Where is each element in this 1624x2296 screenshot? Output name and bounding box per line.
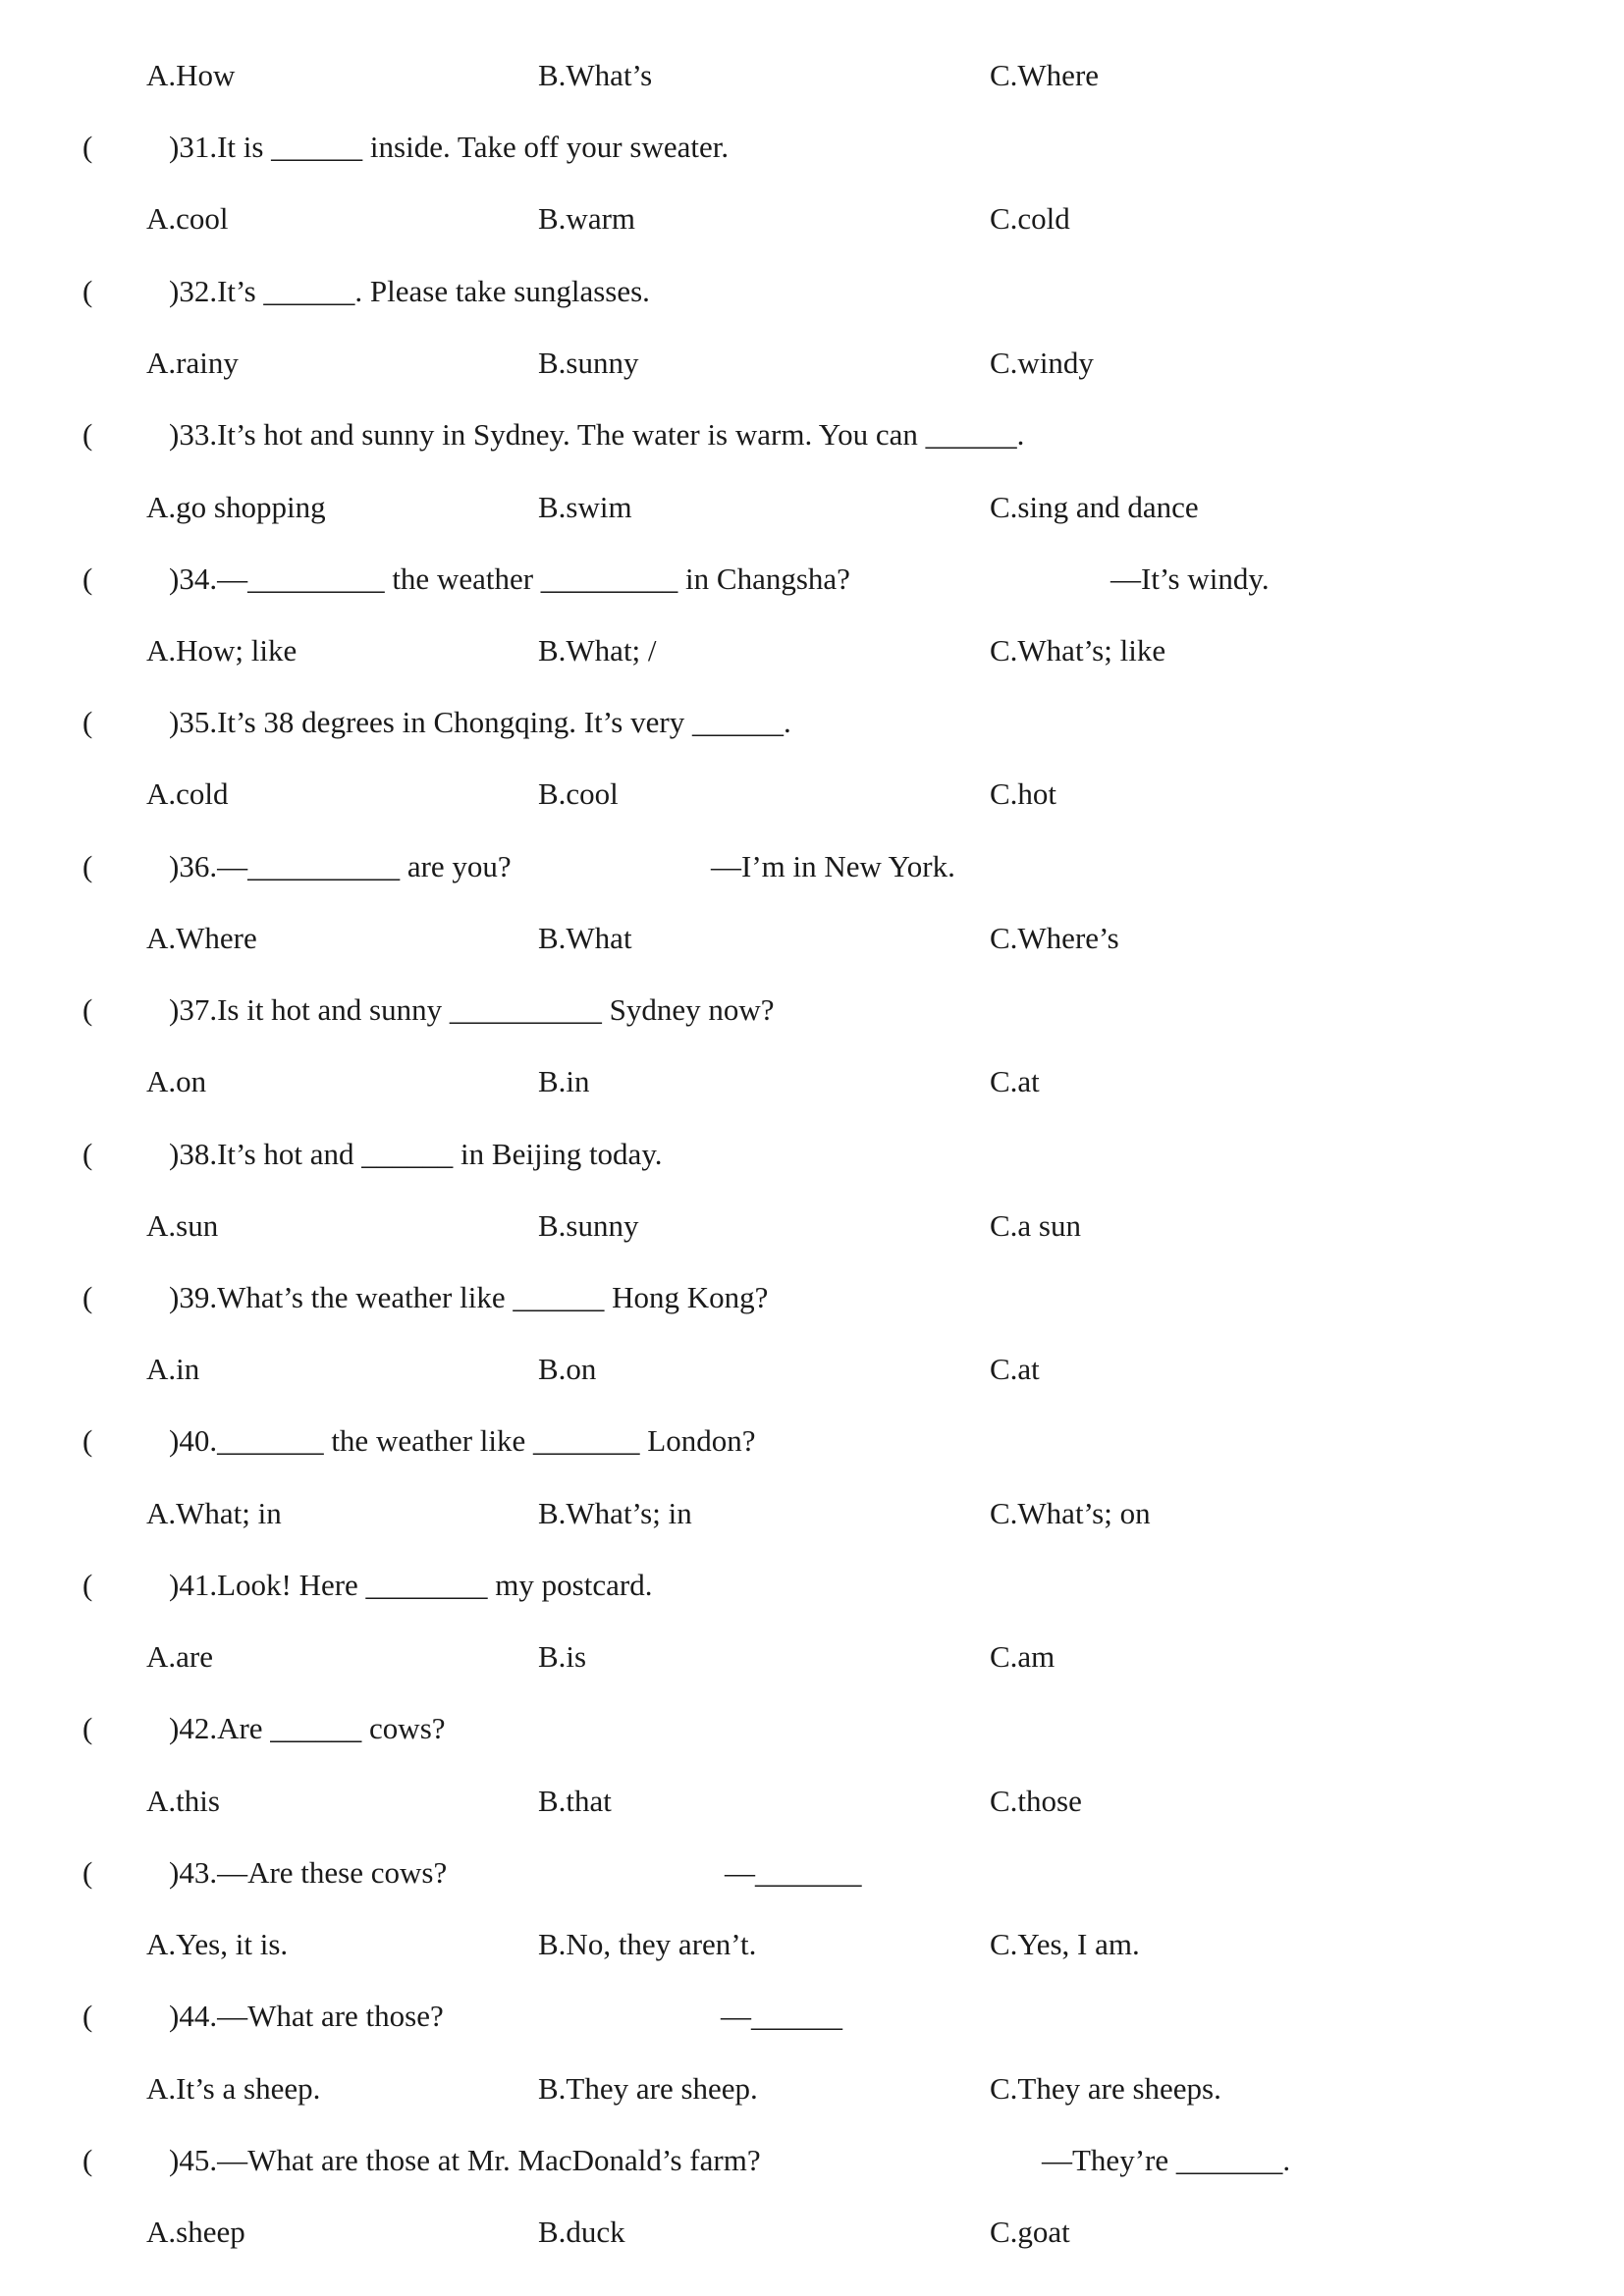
question-stem: )38.It’s hot and ______ in Beijing today. bbox=[169, 1137, 663, 1171]
question-stem: )37.Is it hot and sunny __________ Sydney now? bbox=[169, 992, 775, 1027]
question-stem: )35.It’s 38 degrees in Chongqing. It’s very ______. bbox=[169, 705, 791, 739]
options-45 bbox=[0, 2208, 1624, 2257]
question-stem: )43.—Are these cows? bbox=[169, 1855, 448, 1890]
question-stem: )40._______ the weather like _______ London? bbox=[169, 1423, 756, 1458]
option-a: A.are bbox=[146, 1639, 213, 1674]
question-stem: )41.Look! Here ________ my postcard. bbox=[169, 1568, 653, 1602]
options-42 bbox=[0, 1777, 1624, 1826]
option-c: C.sing and dance bbox=[990, 490, 1199, 524]
options-37 bbox=[0, 1057, 1624, 1106]
options-34 bbox=[0, 626, 1624, 675]
option-b: B.What bbox=[538, 921, 632, 955]
question-stem: )33.It’s hot and sunny in Sydney. The water is warm. You can ______. bbox=[169, 417, 1025, 452]
question-44 bbox=[0, 1992, 1624, 2041]
option-b: B.in bbox=[538, 1064, 590, 1098]
question-stem: )42.Are ______ cows? bbox=[169, 1711, 446, 1745]
option-b: B.that bbox=[538, 1784, 612, 1818]
answer-paren: ( bbox=[82, 1711, 93, 1745]
answer-paren: ( bbox=[82, 274, 93, 308]
option-a: A.in bbox=[146, 1352, 200, 1386]
option-a: A.sheep bbox=[146, 2215, 245, 2249]
option-a: A.on bbox=[146, 1064, 207, 1098]
options-35 bbox=[0, 770, 1624, 819]
option-a: A.go shopping bbox=[146, 490, 326, 524]
option-b: B.on bbox=[538, 1352, 597, 1386]
dialogue-reply: —_______ bbox=[725, 1855, 862, 1890]
answer-paren: ( bbox=[82, 1423, 93, 1458]
options-40 bbox=[0, 1489, 1624, 1538]
option-a: A.Yes, it is. bbox=[146, 1927, 289, 1961]
question-stem: )32.It’s ______. Please take sunglasses. bbox=[169, 274, 650, 308]
option-b: B.is bbox=[538, 1639, 587, 1674]
option-b: B.No, they aren’t. bbox=[538, 1927, 757, 1961]
option-b: B.What’s; in bbox=[538, 1496, 692, 1530]
option-b: B.They are sheep. bbox=[538, 2071, 758, 2106]
option-b: B.sunny bbox=[538, 346, 639, 380]
answer-paren: ( bbox=[82, 1137, 93, 1171]
answer-paren: ( bbox=[82, 2143, 93, 2177]
option-c: C.hot bbox=[990, 776, 1057, 811]
answer-paren: ( bbox=[82, 417, 93, 452]
dialogue-reply: —______ bbox=[721, 1999, 842, 2033]
question-45 bbox=[0, 2136, 1624, 2185]
answer-paren: ( bbox=[82, 1568, 93, 1602]
answer-paren: ( bbox=[82, 1280, 93, 1314]
options-31 bbox=[0, 194, 1624, 243]
option-c: C.at bbox=[990, 1064, 1040, 1098]
option-c: C.Where’s bbox=[990, 921, 1119, 955]
question-stem: )31.It is ______ inside. Take off your sweater. bbox=[169, 130, 730, 164]
option-a: A.What; in bbox=[146, 1496, 282, 1530]
options-33 bbox=[0, 483, 1624, 532]
question-42 bbox=[0, 1704, 1624, 1753]
options-39 bbox=[0, 1345, 1624, 1394]
question-38 bbox=[0, 1130, 1624, 1179]
option-a: A.cold bbox=[146, 776, 229, 811]
options-41 bbox=[0, 1632, 1624, 1682]
option-a: A.sun bbox=[146, 1208, 219, 1243]
question-34 bbox=[0, 555, 1624, 604]
option-a: A.this bbox=[146, 1784, 220, 1818]
question-36 bbox=[0, 842, 1624, 891]
option-c: C.at bbox=[990, 1352, 1040, 1386]
question-stem: )36.—__________ are you? bbox=[169, 849, 512, 883]
question-41 bbox=[0, 1561, 1624, 1610]
question-stem: )34.—_________ the weather _________ in Changsha? bbox=[169, 561, 850, 596]
option-a: A.Where bbox=[146, 921, 257, 955]
question-37 bbox=[0, 986, 1624, 1035]
option-b: B.What; / bbox=[538, 633, 657, 667]
question-32 bbox=[0, 267, 1624, 316]
question-stem: )44.—What are those? bbox=[169, 1999, 444, 2033]
answer-paren: ( bbox=[82, 561, 93, 596]
option-b: B.warm bbox=[538, 201, 636, 236]
answer-paren: ( bbox=[82, 992, 93, 1027]
option-c: C.What’s; like bbox=[990, 633, 1166, 667]
question-35 bbox=[0, 698, 1624, 747]
question-31 bbox=[0, 123, 1624, 172]
question-stem: )45.—What are those at Mr. MacDonald’s farm? bbox=[169, 2143, 761, 2177]
options-32 bbox=[0, 339, 1624, 388]
question-40 bbox=[0, 1416, 1624, 1466]
options-43 bbox=[0, 1920, 1624, 1969]
answer-paren: ( bbox=[82, 705, 93, 739]
dialogue-reply: —They’re _______. bbox=[1042, 2143, 1291, 2177]
option-b: B.duck bbox=[538, 2215, 625, 2249]
question-43 bbox=[0, 1848, 1624, 1897]
option-b: B.What’s bbox=[538, 58, 653, 92]
dialogue-reply: —It’s windy. bbox=[1110, 561, 1270, 596]
answer-paren: ( bbox=[82, 1855, 93, 1890]
option-c: C.Where bbox=[990, 58, 1100, 92]
option-c: C.a sun bbox=[990, 1208, 1081, 1243]
option-c: C.What’s; on bbox=[990, 1496, 1151, 1530]
question-stem: )39.What’s the weather like ______ Hong Kong? bbox=[169, 1280, 769, 1314]
question-33 bbox=[0, 410, 1624, 459]
top-options-row bbox=[0, 51, 1624, 100]
options-44 bbox=[0, 2064, 1624, 2113]
dialogue-reply: —I’m in New York. bbox=[711, 849, 955, 883]
option-a: A.rainy bbox=[146, 346, 239, 380]
option-a: A.How; like bbox=[146, 633, 298, 667]
option-c: C.Yes, I am. bbox=[990, 1927, 1140, 1961]
answer-paren: ( bbox=[82, 130, 93, 164]
option-a: A.It’s a sheep. bbox=[146, 2071, 321, 2106]
option-a: A.How bbox=[146, 58, 236, 92]
option-c: C.goat bbox=[990, 2215, 1070, 2249]
option-c: C.They are sheeps. bbox=[990, 2071, 1221, 2106]
options-38 bbox=[0, 1201, 1624, 1251]
options-36 bbox=[0, 914, 1624, 963]
question-39 bbox=[0, 1273, 1624, 1322]
option-c: C.windy bbox=[990, 346, 1094, 380]
option-b: B.sunny bbox=[538, 1208, 639, 1243]
option-b: B.swim bbox=[538, 490, 632, 524]
option-c: C.those bbox=[990, 1784, 1082, 1818]
option-b: B.cool bbox=[538, 776, 619, 811]
option-c: C.am bbox=[990, 1639, 1056, 1674]
option-a: A.cool bbox=[146, 201, 229, 236]
answer-paren: ( bbox=[82, 1999, 93, 2033]
option-c: C.cold bbox=[990, 201, 1070, 236]
answer-paren: ( bbox=[82, 849, 93, 883]
